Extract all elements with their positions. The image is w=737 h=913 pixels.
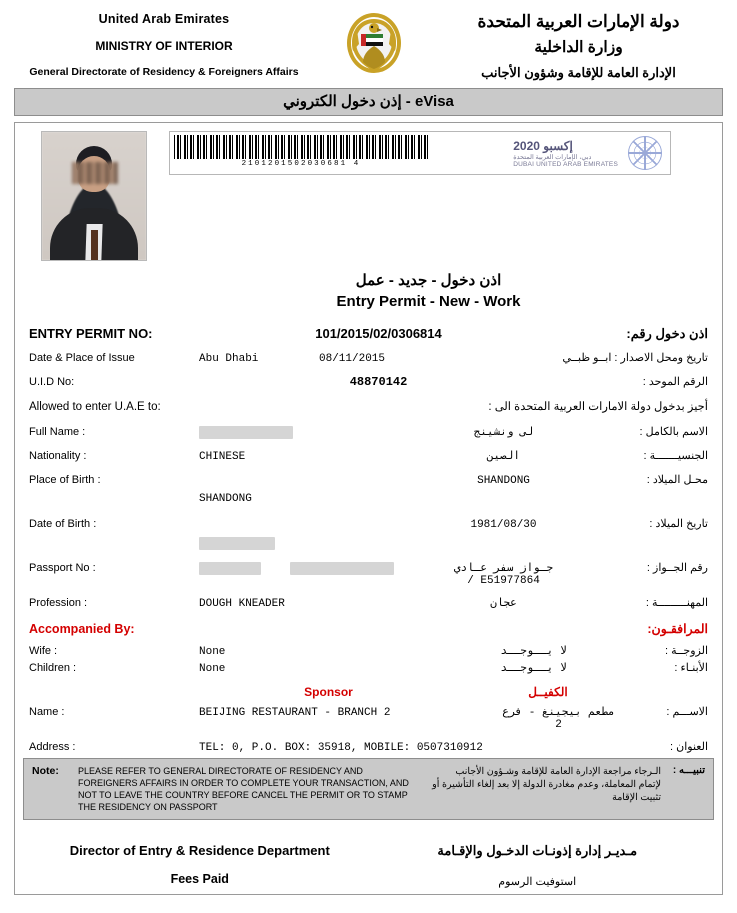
sponsor-name-label-ar: الاســـم :	[666, 706, 708, 718]
footer-director-en: Director of Entry & Residence Department	[69, 843, 330, 858]
header-country-ar: دولة الإمارات العربية المتحدة	[477, 12, 680, 31]
nationality-value: CHINESE	[199, 451, 246, 463]
note-text-ar: الـرجاء مراجعة الإدارة العامة للإقامة وشـؤون الأجانب لإتمام المعاملة، وعدم مغادرة الدولة إلا بعد إلغاء التأشيرة أو تثبيت الإقامة	[432, 766, 661, 803]
evisa-title-band: إذن دخول الكتروني - eVisa	[14, 88, 723, 116]
permit-no-label-en: ENTRY PERMIT NO:	[29, 326, 153, 341]
sponsor-name-value: BEIJING RESTAURANT - BRANCH 2	[199, 707, 391, 719]
sponsor-address-value: TEL: 0, P.O. BOX: 35918, MOBILE: 0507310912	[199, 742, 483, 754]
field-profession	[29, 596, 708, 611]
field-date-place-issue	[29, 351, 708, 366]
children-value: None	[199, 663, 226, 675]
wife-label-ar: الزوجــة :	[664, 645, 708, 657]
document-footer	[15, 843, 722, 888]
document-header	[0, 0, 737, 86]
field-dob-redaction-row	[29, 537, 708, 552]
photo-redaction-blur	[72, 162, 118, 184]
profession-label-en: Profession :	[29, 597, 88, 609]
uid-label-en: U.I.D No:	[29, 376, 75, 388]
field-children	[29, 661, 708, 676]
full-name-label-en: Full Name :	[29, 426, 86, 438]
note-label-en: Note:	[32, 765, 59, 777]
field-sponsor-name	[29, 705, 708, 731]
sponsor-name-value-ar: مطعم بيجينغ - فرع 2	[502, 707, 615, 731]
full-name-label-ar: الاسم بالكامل :	[639, 426, 708, 438]
emblem-container	[314, 8, 434, 82]
accompanied-label-en: Accompanied By:	[29, 622, 135, 636]
expo-sub-en: DUBAI UNITED ARAB EMIRATES	[513, 160, 618, 168]
sponsor-header	[29, 685, 708, 699]
footer-director-ar: مـديـر إدارة إذونـات الدخـول والإقـامة	[437, 843, 638, 858]
place-birth-label-en: Place of Birth :	[29, 474, 101, 486]
field-full-name	[29, 425, 708, 440]
accompanied-header	[29, 621, 708, 636]
nationality-label-en: Nationality :	[29, 450, 87, 462]
profession-value: DOUGH KNEADER	[199, 598, 285, 610]
full-name-value	[199, 426, 449, 439]
permit-no-label-ar: اذن دخول رقم:	[626, 326, 708, 341]
wife-value-ar: لا يــوجــد	[500, 646, 567, 658]
sponsor-label-en: Sponsor	[304, 685, 353, 699]
field-uid-no	[29, 375, 708, 390]
sponsor-address-label-ar: العنوان :	[670, 741, 708, 753]
expo-title-ar: إكسبو 2020	[513, 138, 573, 153]
barcode-panel	[169, 131, 671, 175]
barcode	[170, 132, 432, 174]
allowed-label-en: Allowed to enter U.A.E to:	[29, 401, 161, 413]
header-ministry-en: MINISTRY OF INTERIOR	[95, 39, 233, 53]
barcode-number: 2101201502030681 4	[241, 160, 361, 168]
footer-english	[31, 843, 369, 886]
accompanied-label-ar: المرافقـون:	[647, 622, 708, 636]
issue-place-value: Abu Dhabi	[199, 353, 259, 365]
dob-label-ar: تاريخ الميلاد :	[649, 518, 708, 530]
profession-value-ar: عجان	[490, 598, 517, 610]
footer-fees-en: Fees Paid	[170, 872, 229, 886]
field-sponsor-address	[29, 740, 708, 755]
header-directorate-ar: الإدارة العامة للإقامة وشؤون الأجانب	[481, 65, 676, 80]
note-label-ar: تنبيـــه :	[672, 765, 705, 776]
sponsor-address-label-en: Address :	[29, 741, 76, 753]
barcode-bars-icon	[174, 135, 428, 159]
header-arabic-block	[434, 8, 723, 81]
allowed-label-ar: أجيز بدخول دولة الامارات العربية المتحدة الى :	[488, 401, 708, 413]
wife-value: None	[199, 646, 226, 658]
expo-sub-ar: دبي، الإمارات العربية المتحدة	[513, 153, 592, 161]
header-directorate-en: General Directorate of Residency & Foreigners Affairs	[29, 66, 299, 78]
passport-label-en: Passport No :	[29, 562, 96, 574]
place-birth-label-ar: محـل الميلاد :	[646, 474, 708, 486]
permit-body-frame	[14, 122, 723, 895]
dob-redaction	[199, 537, 275, 550]
header-english-block	[14, 8, 314, 78]
footer-fees-ar: استوفيت الرسوم	[498, 876, 577, 888]
applicant-photo	[41, 131, 147, 261]
permit-type-ar: اذن دخول - جديد - عمل	[355, 272, 502, 289]
field-passport-no	[29, 561, 708, 587]
place-birth-value-ar: SHANDONG	[477, 475, 530, 487]
issue-label-en: Date & Place of Issue	[29, 352, 135, 364]
field-place-of-birth-second	[29, 493, 708, 508]
place-birth-value-en: SHANDONG	[199, 493, 252, 505]
passport-value-ar: جـواز سفر عـادي / E51977864	[453, 563, 554, 587]
field-place-of-birth	[29, 473, 708, 488]
children-label-ar: الأبنـاء :	[674, 662, 708, 674]
profession-label-ar: المهنـــــــــة :	[645, 597, 708, 609]
field-nationality	[29, 449, 708, 464]
uid-label-ar: الرقم الموحد :	[642, 376, 708, 388]
passport-label-ar: رقم الجــواز :	[646, 562, 708, 574]
issue-date-value: 08/11/2015	[319, 353, 386, 365]
dob-label-en: Date of Birth :	[29, 518, 97, 530]
permit-type-en: Entry Permit - New - Work	[336, 293, 521, 310]
uid-value: 48870142	[349, 375, 408, 389]
dob-value-ar: 1981/08/30	[470, 519, 537, 531]
photo-barcode-row	[15, 123, 722, 261]
uae-falcon-emblem-icon	[343, 10, 405, 82]
permit-no-value: 101/2015/02/0306814	[315, 326, 442, 341]
permit-type-title	[135, 271, 722, 310]
expo-ring-icon	[628, 136, 662, 170]
header-ministry-ar: وزارة الداخلية	[534, 39, 623, 56]
passport-redaction-2	[290, 562, 394, 575]
issue-label-ar: تاريخ ومحل الاصدار : ابــو ظبــي	[562, 352, 708, 364]
note-text-en: PLEASE REFER TO GENERAL DIRECTORATE OF RESIDENCY AND FOREIGNERS AFFAIRS IN ORDER TO COMPLETE YOUR TRANSACTION, AND NOT TO LEAVE THE COUNTRY BEFORE CANCEL THE PERMIT OR TO STAMP THE RESIDENCY ON PASSPORT	[78, 766, 409, 812]
header-country-en: United Arab Emirates	[98, 12, 230, 26]
nationality-label-ar: الجنسيـــــــة :	[643, 450, 708, 462]
field-wife	[29, 644, 708, 659]
expo-2020-logo	[432, 132, 670, 174]
children-value-ar: لا يــوجــد	[500, 663, 567, 675]
footer-arabic	[369, 843, 707, 888]
full-name-value-ar: لى ونشينج	[473, 427, 534, 439]
field-date-of-birth	[29, 517, 708, 532]
full-name-redaction	[199, 426, 293, 439]
passport-redaction-1	[199, 562, 261, 575]
nationality-value-ar: الصين	[486, 451, 521, 463]
children-label-en: Children :	[29, 662, 77, 674]
note-box	[23, 758, 714, 820]
sponsor-name-label-en: Name :	[29, 706, 65, 718]
sponsor-label-ar: الكفيــل	[528, 685, 568, 699]
wife-label-en: Wife :	[29, 645, 58, 657]
field-permit-no	[29, 326, 708, 342]
field-allowed-to-enter	[29, 399, 708, 413]
permit-fields	[15, 326, 722, 755]
barcode-column	[147, 131, 712, 261]
